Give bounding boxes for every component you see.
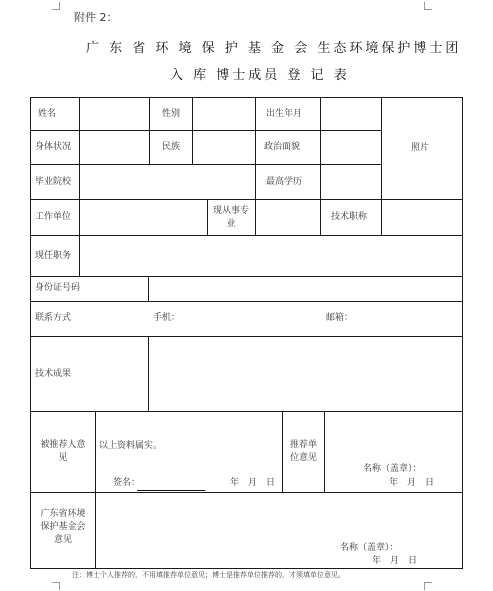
foundation-date: 年 月 日 [372,556,418,566]
birth-field[interactable] [321,98,380,130]
recommender-seal-label: 名称（盖章）： [363,464,422,474]
nominee-opinion-label-line2: 见 [58,453,68,463]
foundation-opinion-label: 广东省环境 [40,509,86,519]
corner-mark-bottom-left [52,582,60,590]
id-label: 身份证号码 [35,283,81,293]
photo-label: 照片 [411,143,430,153]
major-label: 现从事专 [212,206,249,216]
recommender-opinion-label-line2: 位意见 [289,453,317,463]
foundation-opinion-label-line2: 保护基金会 [40,522,86,532]
school-label: 毕业院校 [35,177,72,187]
corner-mark-top-left [52,2,60,10]
health-field[interactable] [80,131,148,164]
gender-label: 性别 [162,109,181,119]
education-field[interactable] [321,165,380,199]
recommender-date: 年 月 日 [389,478,435,488]
foundation-seal-label: 名称（盖章）： [340,543,399,553]
page-subtitle: 入 库 博士成员 登 记 表 [170,68,350,83]
corner-mark-bottom-right [424,582,432,590]
major-label-line2: 业 [226,219,236,229]
footnote: 注：博士个人推荐的，不用填推荐单位意见；博士是推荐单位推荐的，才须填单位意见。 [72,571,345,579]
school-field[interactable] [80,165,254,199]
achievements-label: 技术成果 [35,369,72,379]
foundation-opinion-label-line3: 意见 [53,535,72,545]
employer-label: 工作单位 [35,212,72,222]
id-field[interactable] [149,277,461,301]
page-title: 广 东 省 环 境 保 护 基 金 会 生态环境保护博士团 [86,41,462,56]
recommender-opinion-label: 推荐单 [289,440,317,450]
major-field[interactable] [256,200,319,235]
position-label: 现任职务 [35,251,72,261]
nominee-statement: 以上资料属实。 [99,441,163,451]
employer-field[interactable] [80,200,206,235]
health-label: 身体状况 [35,142,72,152]
position-field[interactable] [80,236,461,276]
achievements-field[interactable] [149,337,461,411]
education-label: 最高学历 [266,177,303,187]
phone-label: 手机： [153,313,181,323]
corner-mark-top-right [424,2,432,10]
signature-label: 签名： [113,478,141,488]
title-label: 技术职称 [331,212,368,222]
title-field[interactable] [382,200,461,235]
ethnicity-field[interactable] [193,131,254,164]
name-field[interactable] [80,98,148,130]
birth-label: 出生年月 [266,109,303,119]
email-label: 邮箱： [326,313,354,323]
name-label: 姓名 [38,109,57,119]
nominee-opinion-label: 被推荐人意 [40,440,86,450]
contact-label: 联系方式 [35,313,72,323]
political-field[interactable] [321,131,380,164]
phone-field[interactable] [180,302,320,336]
attachment-label: 附件 2： [74,11,118,24]
email-field[interactable] [354,302,461,336]
ethnicity-label: 民族 [162,142,181,152]
signature-line[interactable] [137,490,205,491]
political-label: 政治面貌 [264,142,301,152]
nominee-date: 年 月 日 [230,478,276,488]
gender-field[interactable] [193,98,254,130]
